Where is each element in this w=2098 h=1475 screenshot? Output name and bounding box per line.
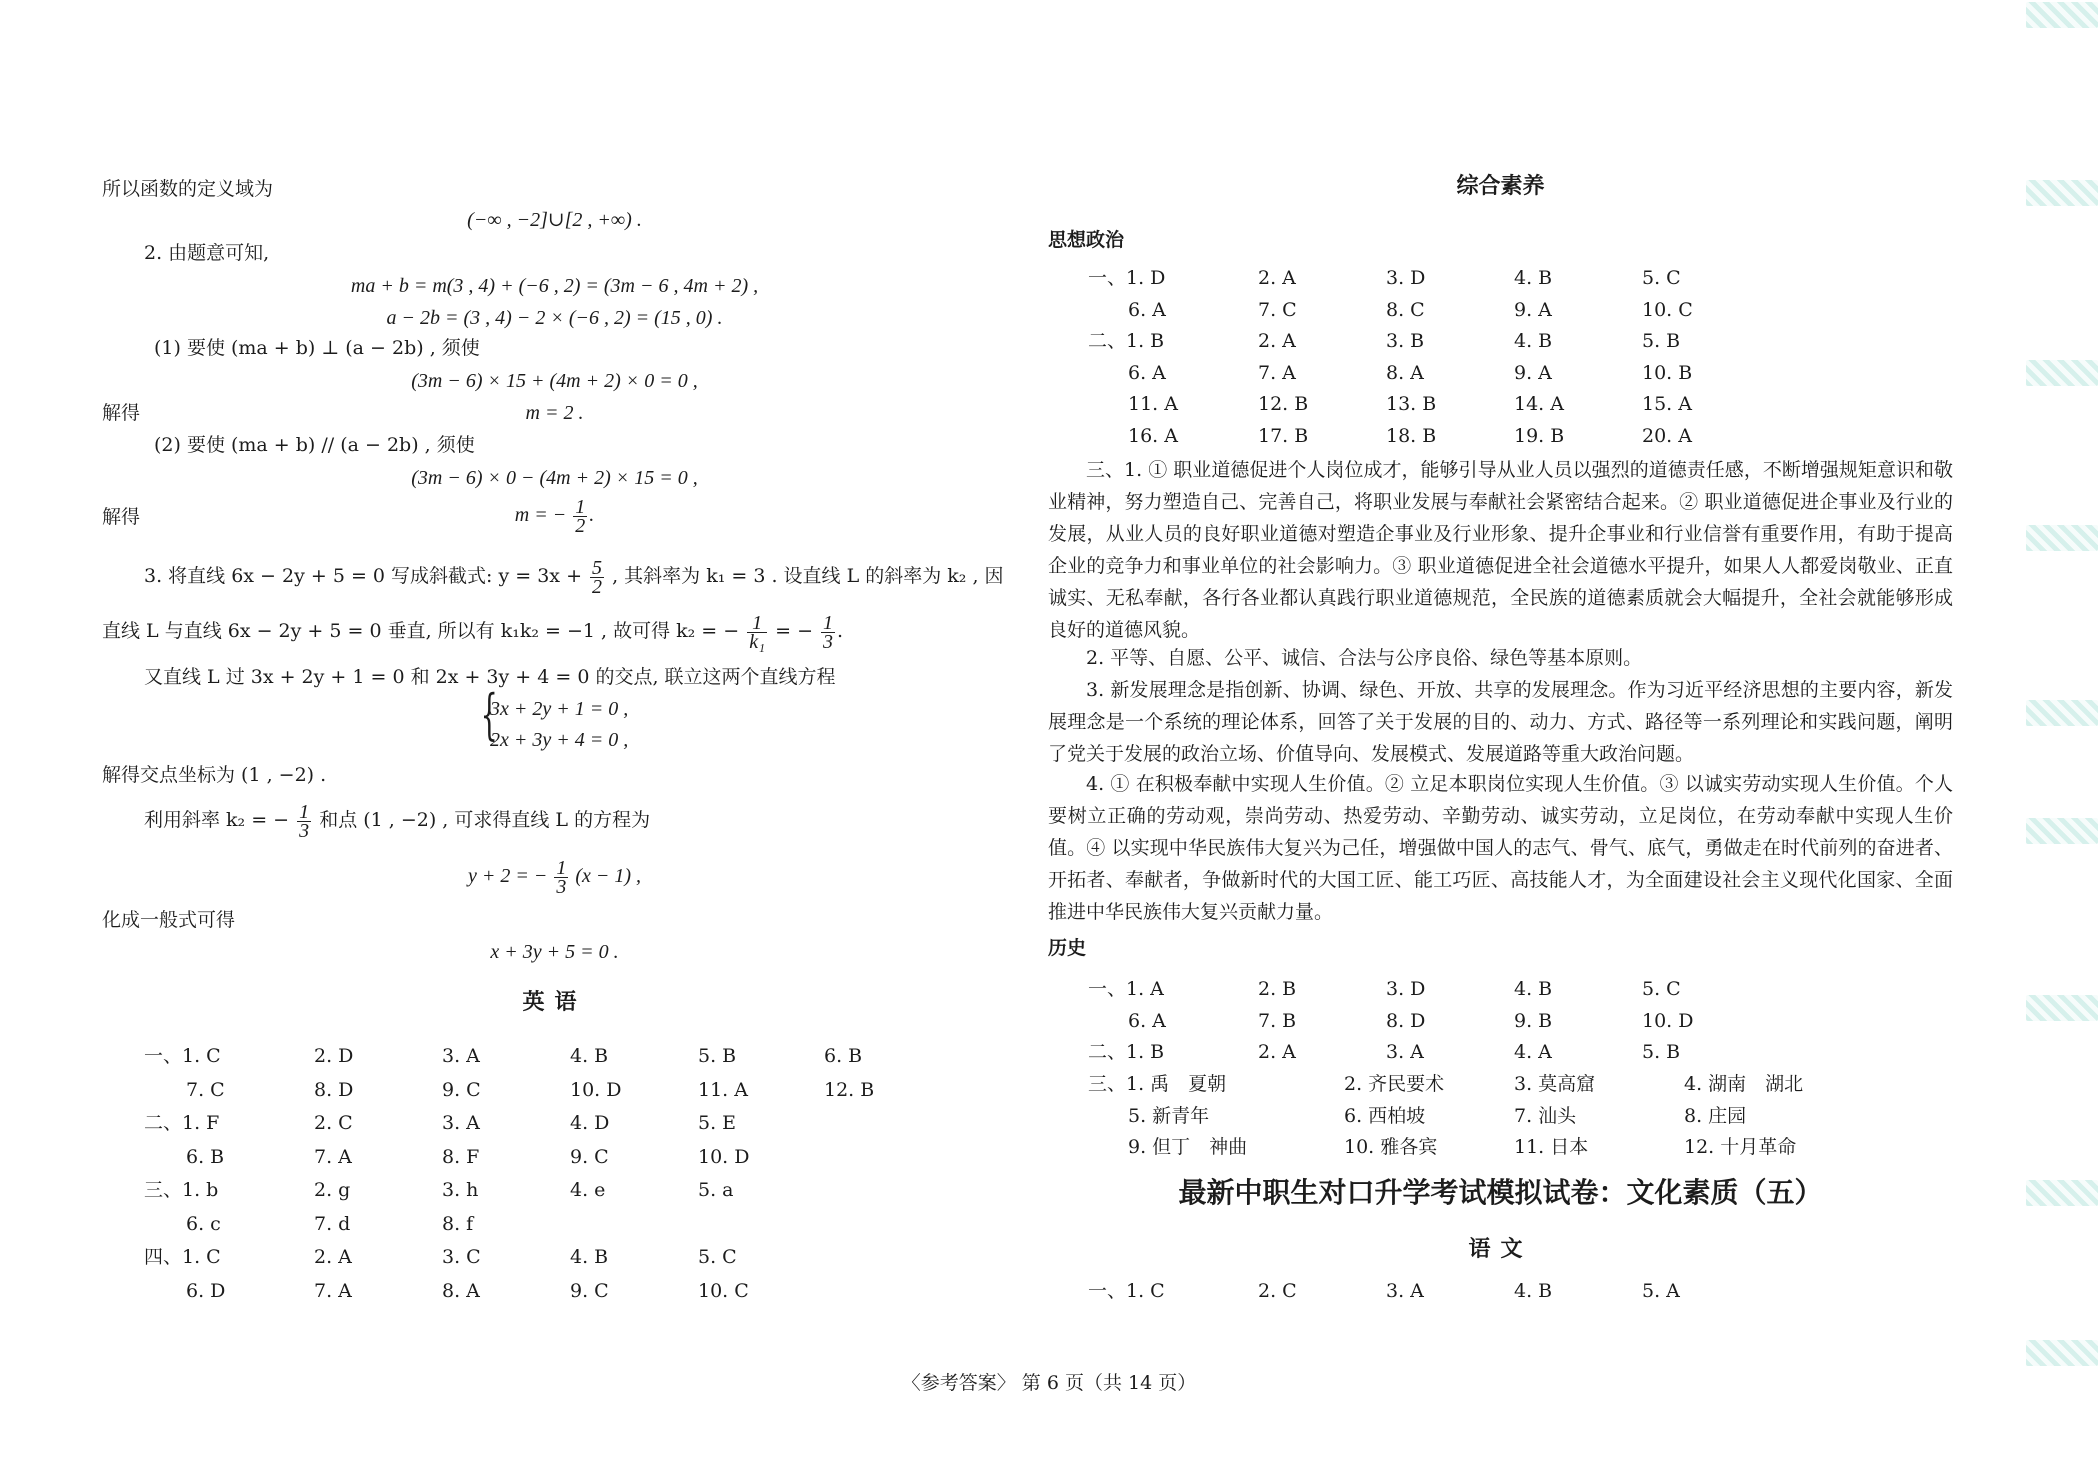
answer-cell: 3. A — [442, 1112, 480, 1134]
text-span: = − — [775, 620, 813, 642]
answer-cell: 三、1. b — [144, 1179, 219, 1201]
answer-cell: 7. 汕头 — [1514, 1104, 1577, 1127]
exam-paper-title: 最新中职生对口升学考试模拟试卷：文化素质（五） — [1178, 1176, 1823, 1209]
text-span: 利用斜率 k₂ = − — [144, 809, 290, 831]
text-line: 解得 — [102, 402, 141, 424]
answer-cell: 一、1. C — [1088, 1280, 1165, 1302]
answer-cell: 2. C — [1258, 1280, 1297, 1302]
text-line: 2. 由题意可知, — [144, 242, 270, 264]
answer-cell: 3. A — [1386, 1280, 1424, 1302]
math-line: ma + b = m(3 , 4) + (−6 , 2) = (3m − 6 , 4m + 2) , — [350, 275, 759, 297]
answer-cell: 2. A — [314, 1246, 352, 1268]
answer-cell: 2. g — [314, 1179, 351, 1201]
text-span: 3. 将直线 6x − 2y + 5 = 0 写成斜截式: y = 3x + — [144, 565, 582, 587]
denominator: 3 — [299, 819, 310, 842]
answer-cell: 3. D — [1386, 978, 1426, 1000]
edge-decoration — [2026, 360, 2098, 386]
fraction — [297, 800, 311, 842]
answer-cell: 2. A — [1258, 330, 1296, 353]
answer-cell: 5. C — [1642, 978, 1681, 1000]
answer-cell: 6. D — [186, 1279, 226, 1302]
answer-cell: 10. C — [698, 1279, 749, 1302]
answer-cell: 20. A — [1642, 425, 1692, 447]
edge-decoration — [2026, 818, 2098, 844]
fraction — [554, 856, 568, 898]
numerator: 1 — [575, 495, 586, 518]
answer-cell: 9. C — [570, 1145, 609, 1168]
denominator: 2 — [575, 514, 586, 537]
fraction — [590, 556, 604, 598]
answer-cell: 3. h — [442, 1179, 479, 1201]
answer-cell: 17. B — [1258, 425, 1309, 447]
math-line: m = 2 . — [525, 402, 584, 424]
answer-cell: 7. C — [1258, 298, 1297, 321]
answer-cell: 5. B — [1642, 1041, 1681, 1064]
answer-cell: 3. D — [1386, 267, 1426, 289]
answer-cell: 2. A — [1258, 267, 1296, 289]
answer-cell: 9. C — [570, 1279, 609, 1302]
edge-decoration — [2026, 1180, 2098, 1206]
answer-cell: 9. A — [1514, 298, 1552, 321]
answer-cell: 10. B — [1642, 361, 1693, 384]
fraction — [573, 495, 587, 537]
answer-cell: 9. 但丁 神曲 — [1128, 1136, 1248, 1159]
answer-cell: 2. D — [314, 1045, 354, 1067]
subsection-politics: 思想政治 — [1048, 229, 1125, 251]
answer-cell: 8. C — [1386, 298, 1425, 321]
answer-cell: 三、1. 禹 夏朝 — [1088, 1073, 1227, 1095]
numerator: 1 — [823, 611, 834, 634]
text-line — [144, 800, 650, 840]
answer-cell: 10. D — [570, 1078, 622, 1101]
answer-cell: 4. 湖南 湖北 — [1684, 1073, 1804, 1095]
answer-cell: 4. B — [570, 1246, 609, 1268]
answer-cell: 7. A — [314, 1279, 352, 1302]
denominator: 3 — [556, 875, 567, 898]
answer-cell: 二、1. B — [1088, 1041, 1165, 1064]
answer-cell: 5. C — [698, 1246, 737, 1268]
answer-cell: 7. B — [1258, 1009, 1297, 1032]
edge-decoration — [2026, 180, 2098, 206]
answer-cell: 16. A — [1128, 425, 1178, 447]
answer-cell: 8. 庄园 — [1684, 1104, 1747, 1127]
answer-cell: 12. B — [1258, 393, 1309, 416]
answer-cell: 5. E — [698, 1112, 737, 1134]
answer-cell: 4. B — [1514, 267, 1553, 289]
denominator: k₁ — [749, 630, 766, 653]
answer-cell: 10. 雅各宾 — [1344, 1136, 1438, 1159]
answer-cell: 7. d — [314, 1212, 351, 1235]
answer-cell: 一、1. D — [1088, 267, 1166, 289]
edge-decoration — [2026, 700, 2098, 726]
math-line: x + 3y + 5 = 0 . — [490, 941, 619, 963]
answer-cell: 4. e — [570, 1179, 606, 1201]
answer-cell: 8. A — [442, 1279, 480, 1302]
answer-cell: 3. C — [442, 1246, 481, 1268]
answer-cell: 6. A — [1128, 361, 1166, 384]
answer-cell: 10. D — [1642, 1009, 1694, 1032]
answer-cell: 4. B — [1514, 330, 1553, 353]
answer-cell: 3. A — [1386, 1041, 1424, 1064]
answer-cell: 2. B — [1258, 978, 1297, 1000]
answer-cell: 6. A — [1128, 298, 1166, 321]
answer-paragraph: 三、1. ① 职业道德促进个人岗位成才，能够引导从业人员以强烈的道德责任感，不断增强规矩意识和敬业精神，努力塑造自己、完善自己，将职业发展与奉献社会紧密结合起来。② 职业道德促进企事业及行业的发展，从业人员的良好职业道德对塑造企事业及行业形象、提升企事业和行业信誉有重要作用，有助于提高企业的竞争力和事业单位的社会影响力。③ 职业道德促进全社会道德水平提升，如果人人都爱岗敬业、正直诚实、无私奉献，各行各业都认真践行职业道德规范，全民族的道德素质就会大幅提升，全社会就能够形成良好的道德风貌。 — [1048, 459, 1953, 641]
math-line: a − 2b = (3 , 4) − 2 × (−6 , 2) = (15 , 0) . — [386, 307, 723, 329]
answer-cell: 5. A — [1642, 1280, 1680, 1302]
answer-cell: 12. 十月革命 — [1684, 1136, 1797, 1159]
equation: 3x + 2y + 1 = 0 , — [490, 698, 629, 720]
answer-cell: 6. A — [1128, 1009, 1166, 1032]
answer-cell: 8. f — [442, 1212, 474, 1235]
page-footer: 〈参考答案〉 第 6 页（共 14 页） — [901, 1372, 1197, 1394]
math-text: (x − 1) , — [575, 865, 642, 887]
section-title-english: 英语 — [522, 989, 587, 1015]
math-line — [102, 856, 1007, 896]
subsection-history: 历史 — [1048, 937, 1087, 959]
answer-cell: 7. A — [314, 1145, 352, 1168]
edge-decoration — [2026, 995, 2098, 1021]
answer-cell: 8. F — [442, 1145, 480, 1168]
answer-cell: 18. B — [1386, 425, 1437, 447]
numerator: 1 — [299, 800, 310, 823]
answer-cell: 10. D — [698, 1145, 750, 1168]
answer-cell: 3. A — [442, 1045, 480, 1067]
text-line: 所以函数的定义域为 — [102, 178, 274, 200]
answer-cell: 9. B — [1514, 1009, 1553, 1032]
answer-cell: 19. B — [1514, 425, 1565, 447]
answer-cell: 6. 西柏坡 — [1344, 1104, 1426, 1127]
answer-cell: 5. a — [698, 1179, 734, 1201]
answer-cell: 四、1. C — [144, 1246, 221, 1268]
numerator: 5 — [592, 556, 603, 579]
answer-cell: 二、1. B — [1088, 330, 1165, 353]
answer-cell: 6. B — [186, 1145, 225, 1168]
edge-decoration — [2026, 2, 2098, 28]
answer-cell: 6. B — [824, 1045, 863, 1067]
text-line: 化成一般式可得 — [102, 909, 236, 931]
edge-decoration — [2026, 525, 2098, 551]
answer-cell: 7. A — [1258, 361, 1296, 384]
answer-cell: 11. A — [1128, 393, 1178, 416]
answer-cell: 11. A — [698, 1078, 748, 1101]
answer-cell: 8. D — [314, 1078, 354, 1101]
answer-cell: 3. B — [1386, 330, 1425, 353]
answer-cell: 14. A — [1514, 393, 1564, 416]
answer-cell: 5. C — [1642, 267, 1681, 289]
text-line: 直线 L 与直线 6x − 2y + 5 = 0 垂直, 所以有 k₁k₂ = −1 , 故可得 k₂ = − $\frac{1}{\text{k₁}}$ = − $\frac{1}{3}$ . — [102, 611, 844, 653]
answer-cell: 13. B — [1386, 393, 1437, 416]
answer-cell: 15. A — [1642, 393, 1692, 416]
answer-paragraph: 2. 平等、自愿、公平、诚信、合法与公序良俗、绿色等基本原则。 — [1086, 647, 1643, 669]
answer-cell: 5. 新青年 — [1128, 1104, 1210, 1127]
answer-cell: 一、1. A — [1088, 978, 1164, 1000]
answer-cell: 4. B — [1514, 978, 1553, 1000]
section-title-chinese: 语文 — [1468, 1236, 1533, 1262]
math-line: (3m − 6) × 15 + (4m + 2) × 0 = 0 , — [411, 370, 698, 392]
answer-cell: 8. A — [1386, 361, 1424, 384]
text-line: 又直线 L 过 3x + 2y + 1 = 0 和 2x + 3y + 4 = 0 的交点, 联立这两个直线方程 — [144, 666, 836, 688]
numerator: 1 — [556, 856, 567, 879]
math-text: m = − — [514, 504, 567, 526]
text-span: 和点 (1 , −2) , 可求得直线 L 的方程为 — [319, 809, 651, 831]
text-line: 解得 — [102, 506, 141, 528]
fraction — [747, 611, 767, 653]
denominator: 2 — [592, 575, 603, 598]
edge-decoration — [2026, 1340, 2098, 1366]
brace-symbol: { — [480, 683, 498, 746]
denominator: 3 — [823, 630, 834, 653]
answer-cell: 9. C — [442, 1078, 481, 1101]
answer-cell: 4. B — [1514, 1280, 1553, 1302]
math-text: y + 2 = − — [467, 865, 548, 887]
math-line: (3m − 6) × 0 − (4m + 2) × 15 = 0 , — [411, 467, 698, 489]
fraction — [821, 611, 835, 653]
answer-cell: 12. B — [824, 1078, 875, 1101]
text-line: (2) 要使 (ma + b) // (a − 2b) , 须使 — [154, 434, 475, 456]
math-line: (−∞ , −2]∪[2 , +∞) . — [467, 209, 642, 231]
answer-cell: 3. 莫高窟 — [1514, 1073, 1596, 1095]
answer-cell: 2. A — [1258, 1041, 1296, 1064]
answer-cell: 一、1. C — [144, 1045, 221, 1067]
equation: 2x + 3y + 4 = 0 , — [490, 729, 629, 751]
answer-cell: 4. A — [1514, 1041, 1552, 1064]
section-title-comprehensive: 综合素养 — [1456, 173, 1545, 199]
text-span: , 其斜率为 k₁ = 3 . 设直线 L 的斜率为 k₂ , 因 — [612, 565, 1004, 587]
numerator: 1 — [747, 614, 767, 633]
answer-paragraph: 4. ① 在积极奉献中实现人生价值。② 立足本职岗位实现人生价值。③ 以诚实劳动实现人生价值。个人要树立正确的劳动观，崇尚劳动、热爱劳动、辛勤劳动、诚实劳动，立足岗位，在劳动奉献中实现人生价值。④ 以实现中华民族伟大复兴为己任，增强做中国人的志气、骨气、底气，勇做走在时代前列的奋进者、开拓者、奉献者，争做新时代的大国工匠、能工巧匠、高技能人才，为全面建设社会主义现代化国家、全面推进中华民族伟大复兴贡献力量。 — [1048, 773, 1953, 923]
text-line: (1) 要使 (ma + b) ⊥ (a − 2b) , 须使 — [154, 337, 480, 359]
answer-cell: 2. C — [314, 1112, 353, 1134]
text-line — [144, 556, 1004, 596]
answer-cell: 5. B — [1642, 330, 1681, 353]
answer-cell: 10. C — [1642, 298, 1693, 321]
answer-cell: 4. D — [570, 1112, 610, 1134]
math-line: m = − $\frac{1}{2}$ . — [514, 495, 595, 537]
answer-cell: 7. C — [186, 1078, 225, 1101]
answer-cell: 6. c — [186, 1212, 221, 1235]
answer-cell: 8. D — [1386, 1009, 1426, 1032]
answer-cell: 5. B — [698, 1045, 737, 1067]
answer-cell: 二、1. F — [144, 1112, 220, 1134]
answer-cell: 2. 齐民要术 — [1344, 1073, 1445, 1095]
text-line: 解得交点坐标为 (1 , −2) . — [102, 764, 327, 786]
answer-cell: 11. 日本 — [1514, 1136, 1589, 1159]
answer-paragraph: 3. 新发展理念是指创新、协调、绿色、开放、共享的发展理念。作为习近平经济思想的主要内容，新发展理念是一个系统的理论体系，回答了关于发展的目的、动力、方式、路径等一系列理论和实践问题，阐明了党关于发展的政治立场、价值导向、发展模式、发展道路等重大政治问题。 — [1048, 679, 1953, 765]
answer-cell: 4. B — [570, 1045, 609, 1067]
text-span: 直线 L 与直线 6x − 2y + 5 = 0 垂直, 所以有 k₁k₂ = −1 , 故可得 k₂ = − — [102, 620, 740, 642]
answer-cell: 9. A — [1514, 361, 1552, 384]
